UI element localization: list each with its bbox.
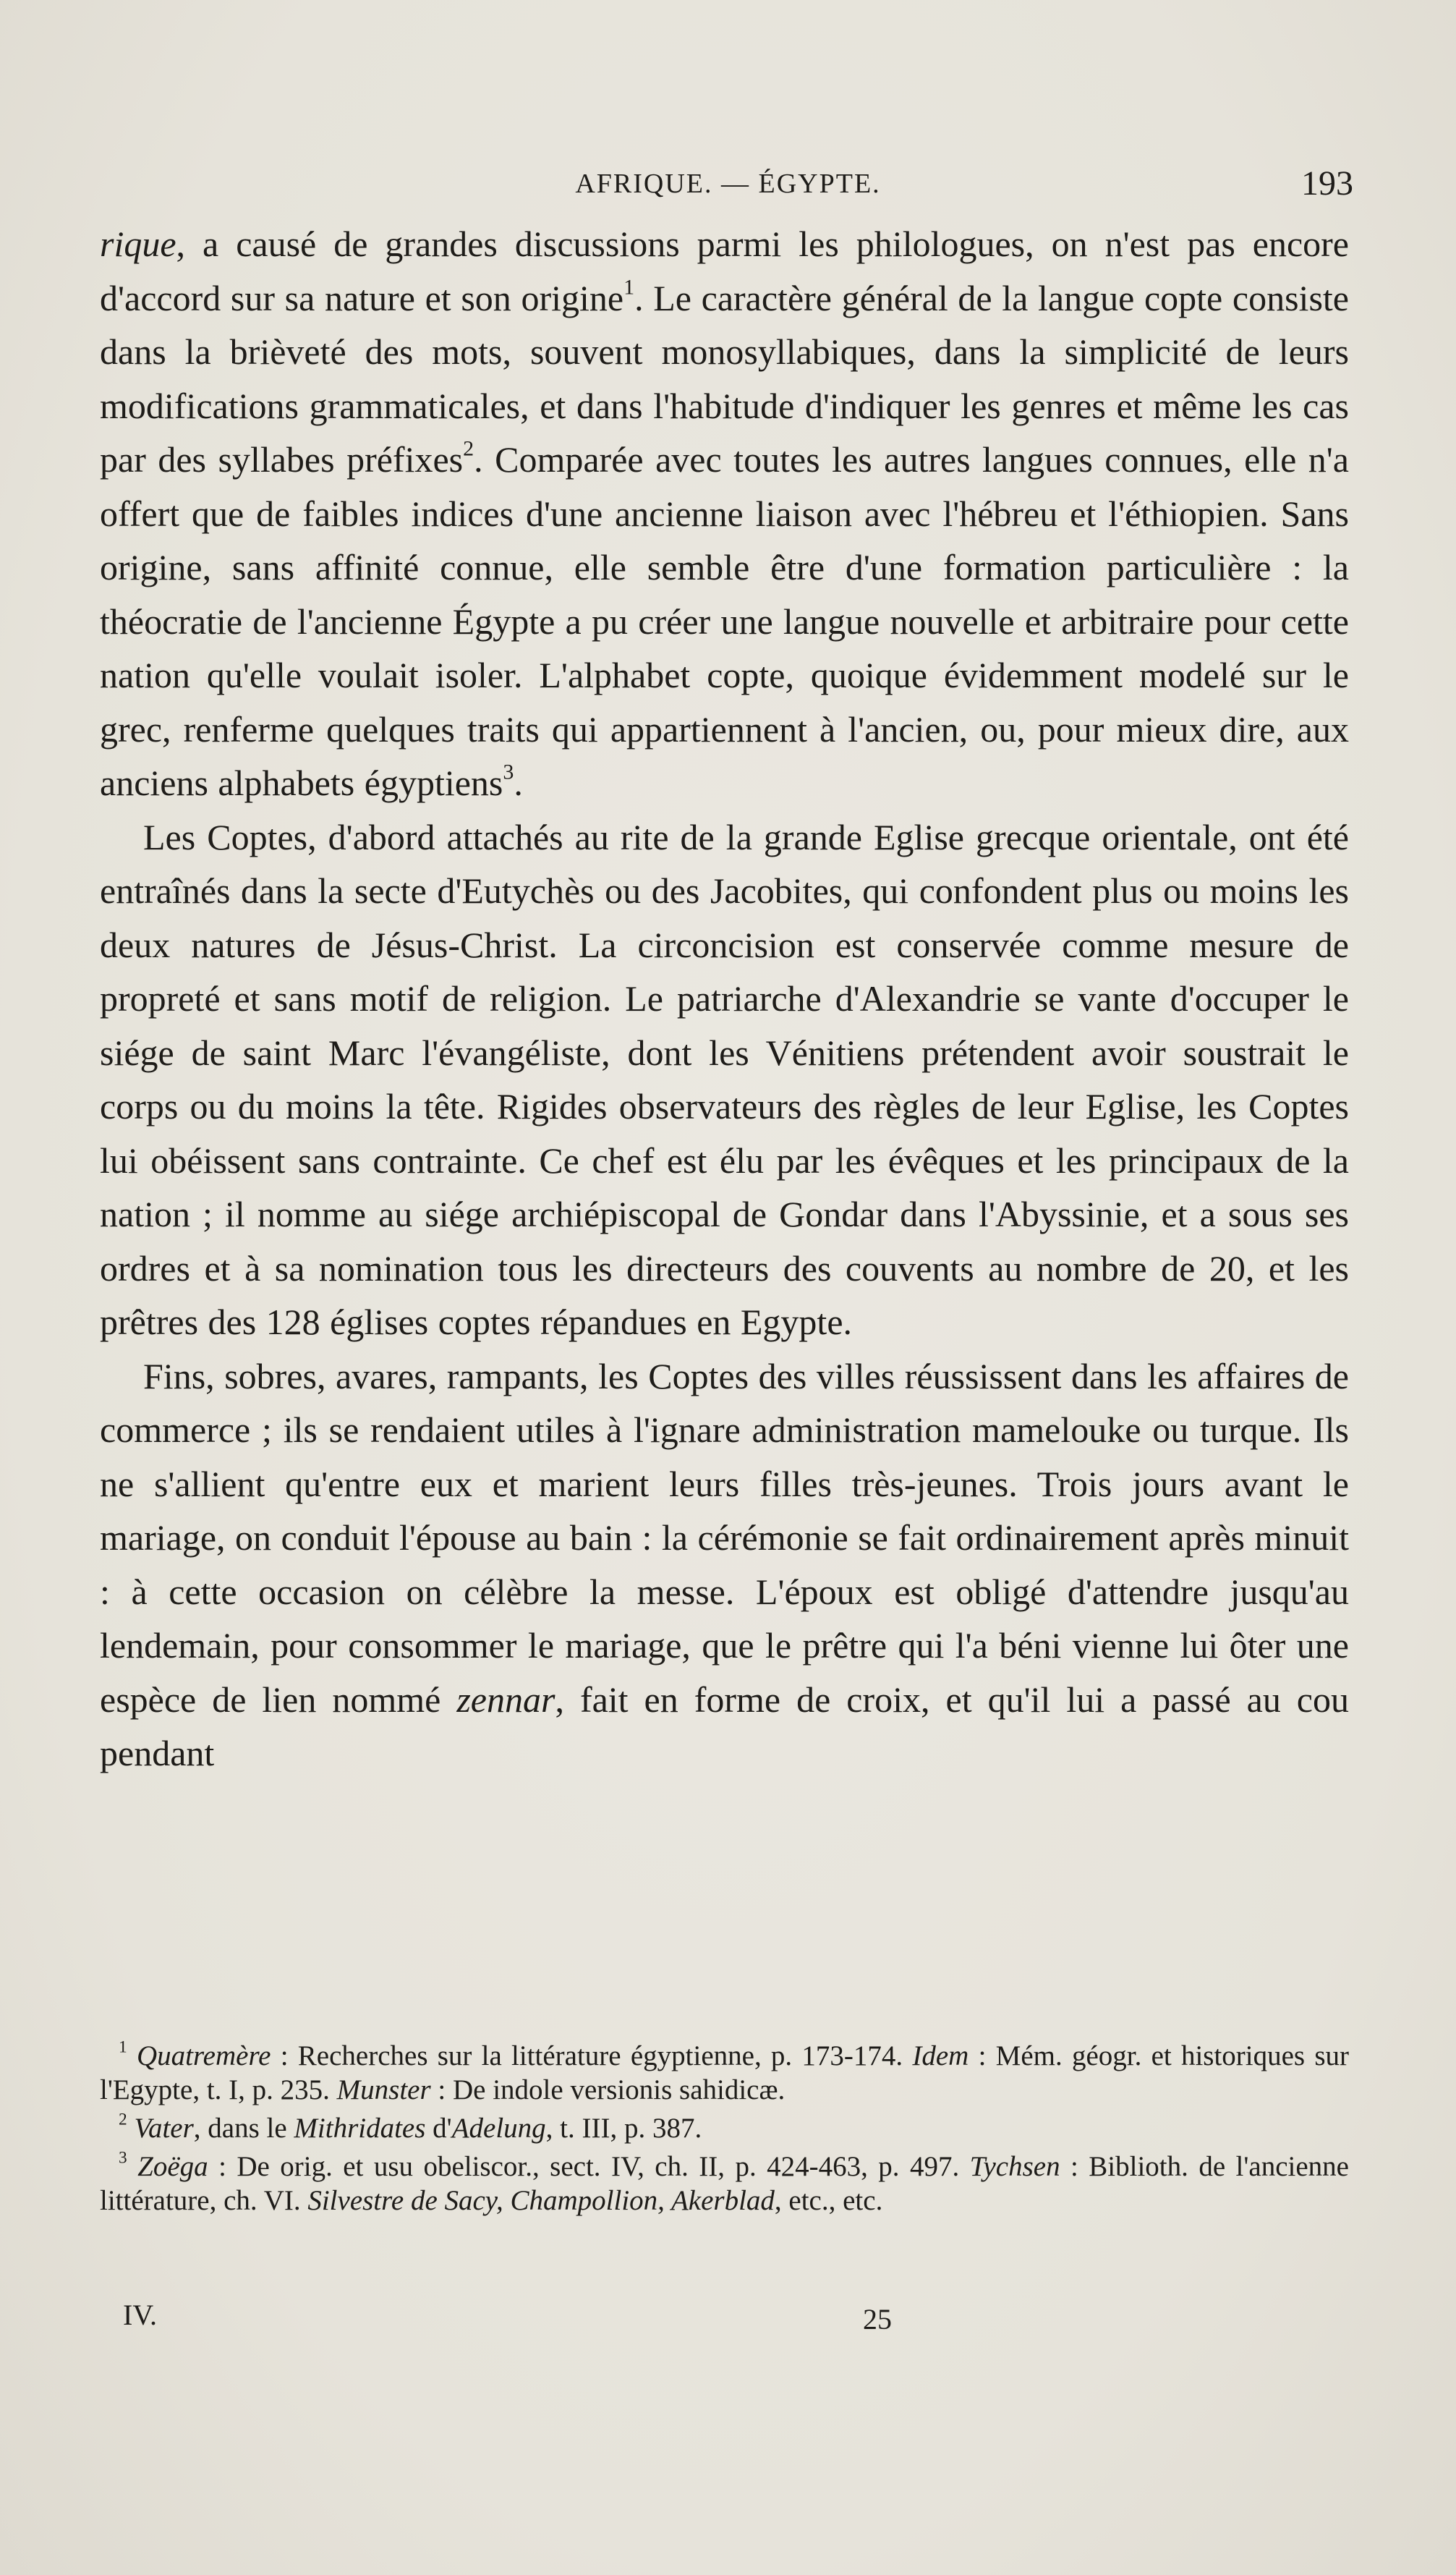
text-run: , fait en forme de croix, et qu'il lui a passé au cou pendant xyxy=(100,1679,1350,1773)
italic-text: Quatremère xyxy=(136,2040,271,2071)
text-run: Les Coptes, d'abord attachés au rite de la grande Eglise grecque orientale, ont été entraînés dans la secte d'Eutychès ou des Jacobites, qui confondent plus ou moins les deux natures de Jésus-Christ. La circoncision est conservée comme mesure de propreté et sans motif de religion. Le patriarche d'Alexandrie se vante d'occuper le siége de saint Marc l'évangéliste, dont les Vénitiens prétendent avoir soustrait le corps ou du moins la tête. Rigides observateurs des règles de leur Eglise, les Coptes lui obéissent sans contrainte. Ce chef est élu par les évêques et les principaux de la nation ; il nomme au siége archiépiscopal de Gondar dans l'Abyssinie, et a sous ses ordres et à sa nomination tous les directeurs des couvents au nombre de 20, et les prêtres des 128 églises coptes répandues en Egypte. xyxy=(100,816,1349,1342)
text-run: d' xyxy=(425,2113,452,2144)
footnote-marker: 3 xyxy=(119,2148,127,2168)
text-run: , etc., etc. xyxy=(774,2185,883,2216)
italic-text: Mithridates xyxy=(294,2113,426,2144)
text-run xyxy=(127,2151,137,2182)
footnote xyxy=(100,2111,1349,2145)
italic-text: Adelung xyxy=(451,2113,546,2144)
italic-text: zennar xyxy=(456,1679,555,1720)
italic-text: Vater xyxy=(134,2113,194,2144)
footnote xyxy=(100,2039,1349,2107)
text-run: . Le caractère général de la langue copte consiste dans la brièveté des mots, souvent monosyllabiques, dans la simplicité de leurs modifications grammaticales, et dans l'habitude d'indiquer les genres et même les cas par des syllabes préfixes xyxy=(100,277,1349,480)
text-run: Fins, sobres, avares, rampants, les Coptes des villes réussissent dans les affaires de commerce ; ils se rendaient utiles à l'ignare administration mamelouke ou turque. Ils ne s'allient qu'entre eux et marient leurs filles très-jeunes. Trois jours avant le mariage, on conduit l'épouse au bain : la cérémonie se fait ordinairement après minuit : à cette occasion on célèbre la messe. L'époux est obligé d'attendre jusqu'au lendemain, pour consommer le mariage, que le prêtre qui l'a béni vienne lui ôter une espèce de lien nommé xyxy=(100,1355,1349,1720)
footnote-marker: 2 xyxy=(119,2110,127,2129)
italic-text: Zoëga xyxy=(137,2151,208,2182)
paragraph xyxy=(100,1349,1349,1781)
italic-text: Munster xyxy=(336,2074,431,2105)
text-run: , dans le xyxy=(193,2113,294,2144)
text-run: : De indole versionis sahidicæ. xyxy=(430,2074,786,2105)
footnote-marker: 1 xyxy=(623,275,635,299)
sheet-number: 25 xyxy=(863,2303,892,2336)
page-number: 193 xyxy=(1301,164,1353,203)
text-run: : Recherches sur la littérature égyptienne, p. 173-174. xyxy=(271,2040,913,2071)
paragraph xyxy=(100,810,1349,1349)
text-run: . xyxy=(514,763,523,803)
text-run xyxy=(127,2113,135,2144)
text-run: , a causé de grandes discussions parmi les philologues, on n'est pas encore d'accord sur sa nature et son origine xyxy=(100,224,1349,318)
signature-mark: IV. xyxy=(123,2299,158,2331)
italic-text: Tychsen xyxy=(969,2151,1060,2182)
paragraph xyxy=(100,217,1349,810)
footnote-marker: 3 xyxy=(503,760,514,784)
italic-text: Idem xyxy=(912,2040,969,2071)
text-run xyxy=(127,2040,137,2071)
text-run: . Comparée avec toutes les autres langues connues, elle n'a offert que de faibles indices d'une ancienne liaison avec l'hébreu et l'éthiopien. Sans origine, sans affinité connue, elle semble être d'une formation particulière : la théocratie de l'ancienne Égypte a pu créer une langue nouvelle et arbitraire pour cette nation qu'elle voulait isoler. L'alphabet copte, quoique évidemment modelé sur le grec, renferme quelques traits qui appartiennent à l'ancien, ou, pour mieux dire, aux anciens alphabets égyptiens xyxy=(100,439,1349,803)
body-text xyxy=(100,217,1349,1781)
footnotes xyxy=(100,2039,1349,2222)
footnote-marker: 1 xyxy=(119,2037,127,2057)
text-run: : De orig. et usu obeliscor., sect. IV, ch. II, p. 424-463, p. 497. xyxy=(208,2151,970,2182)
text-run: , t. III, p. 387. xyxy=(545,2113,702,2144)
page-header xyxy=(101,164,1355,211)
text-run: : Mém. géogr. et historiques sur l'Egypte, t. I, p. 235. xyxy=(100,2040,1349,2105)
italic-text: Silvestre de Sacy, Champollion, Akerblad xyxy=(307,2185,775,2216)
italic-text: rique xyxy=(100,224,176,264)
footnote-marker: 2 xyxy=(463,436,474,461)
footnote xyxy=(100,2150,1349,2218)
text-run: : Biblioth. de l'ancienne littérature, ch. VI. xyxy=(100,2151,1349,2216)
running-head: AFRIQUE. — ÉGYPTE. xyxy=(575,169,881,199)
page-footer xyxy=(100,2298,1349,2341)
